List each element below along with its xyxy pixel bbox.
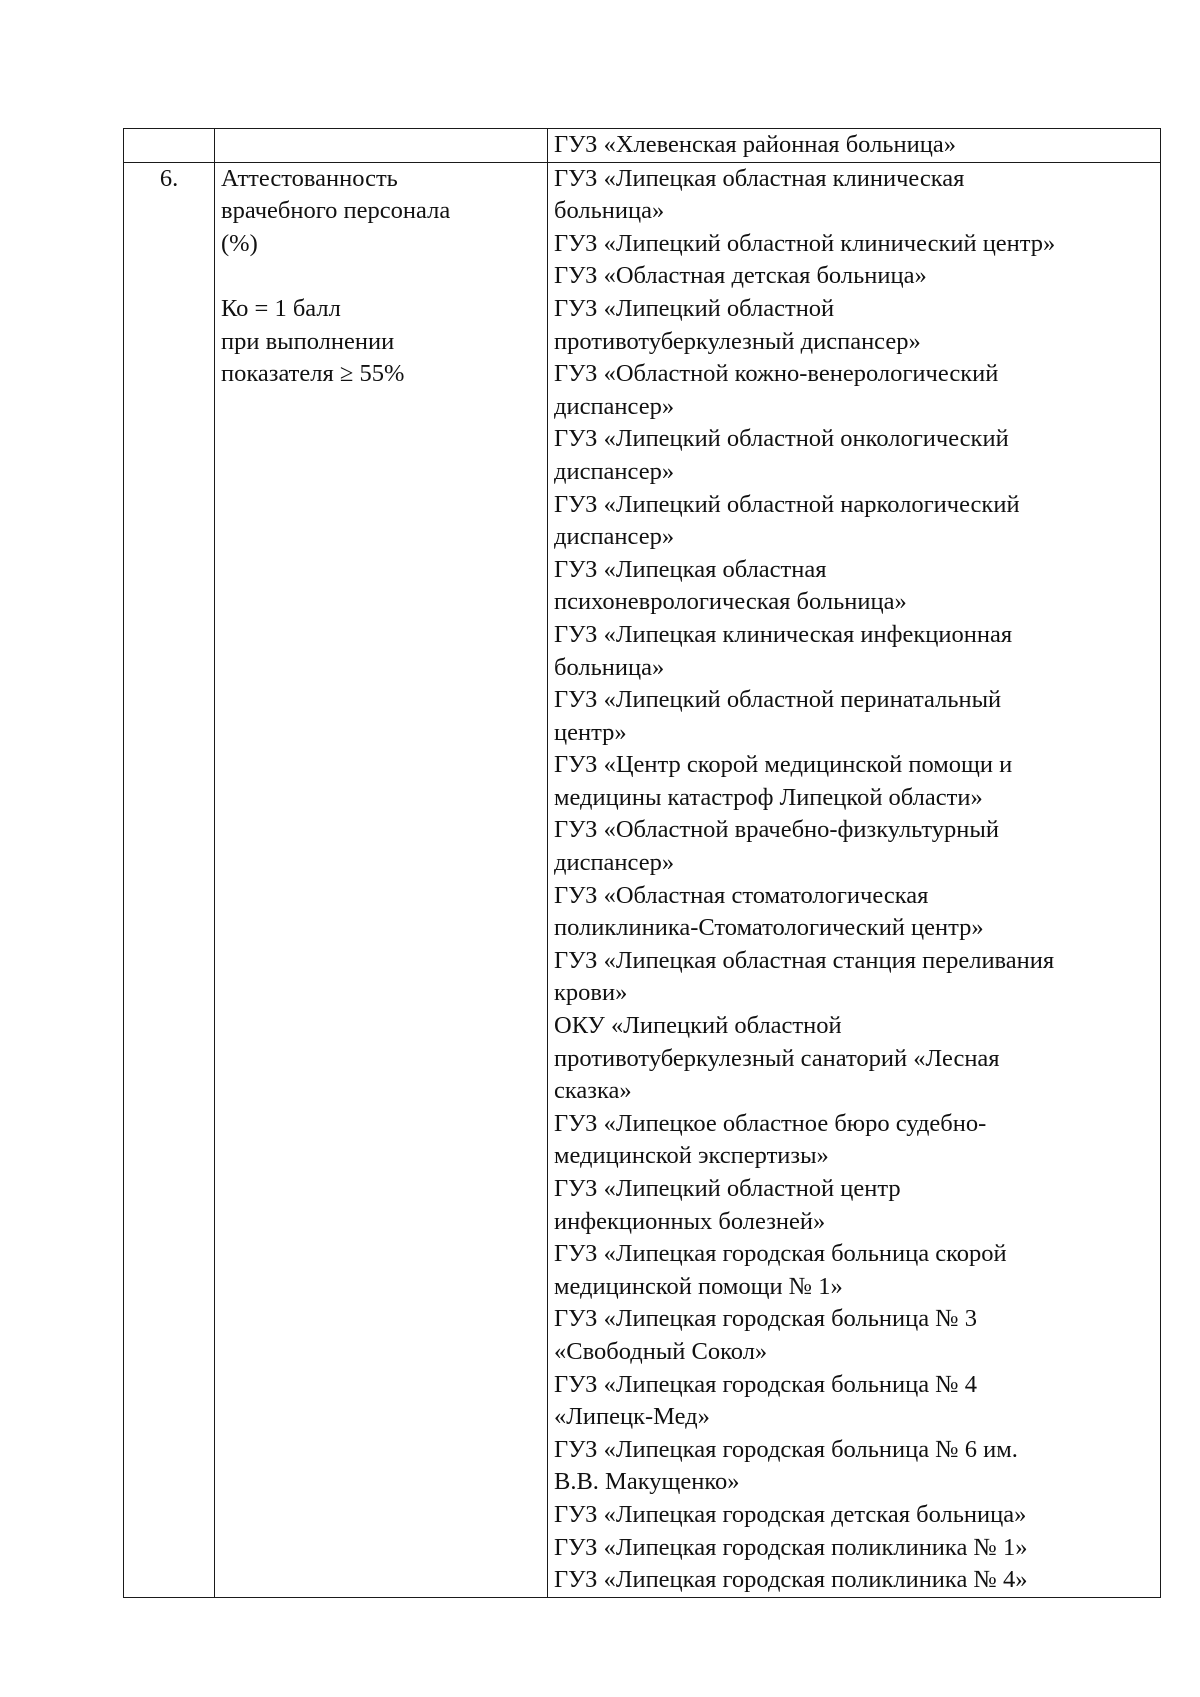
organization-line: ГУЗ «Липецкий областной [554,294,835,322]
organization-line: ГУЗ «Липецкая областная [554,555,827,583]
organization-line: ГУЗ «Липецкая городская больница № 4 [554,1370,977,1398]
organization-line: поликлиника-Стоматологический центр» [554,914,984,942]
organization-line: сказка» [554,1077,632,1105]
indicator-title [221,163,541,261]
indicator-cell [215,129,548,163]
organization-line: медицины катастроф Липецкой области» [554,783,983,811]
organization-line: ГУЗ «Липецкий областной наркологический [554,490,1020,518]
organization-line: больница» [554,197,665,225]
organization-line: ГУЗ «Липецкий областной перинатальный [554,686,1002,714]
indicator-title-line: Аттестованность [221,164,398,192]
indicator-cell [215,162,548,1597]
organization-line: ГУЗ «Липецкая городская больница скорой [554,1240,1007,1268]
indicator-spacer [221,260,541,293]
indicator-score-rule [221,293,541,391]
organization-line: ГУЗ «Областная детская больница» [554,262,927,290]
indicator-score-line: показателя ≥ 55% [221,360,405,388]
organization-line: ГУЗ «Областной врачебно-физкультурный [554,816,999,844]
organization-line: ГУЗ «Липецкая клиническая инфекционная [554,620,1013,648]
organization-line: больница» [554,653,665,681]
organization-line: противотуберкулезный санаторий «Лесная [554,1044,1000,1072]
organization-line: диспансер» [554,392,675,420]
table-row-continued [124,129,1161,163]
organization-line: ГУЗ «Липецкий областной онкологический [554,425,1009,453]
organization-line: ГУЗ «Липецкое областное бюро судебно- [554,1109,987,1137]
organization-line: ГУЗ «Липецкий областной клинический центр» [554,229,1056,257]
organization-line: ГУЗ «Липецкая городская поликлиника № 4» [554,1566,1028,1594]
organization-line: ГУЗ «Липецкая городская поликлиника № 1» [554,1533,1028,1561]
indicator-title-line: (%) [221,229,258,257]
organization-line: центр» [554,718,627,746]
organization-line: ГУЗ «Областной кожно-венерологический [554,360,999,388]
organization-line: диспансер» [554,523,675,551]
organization-line: крови» [554,979,628,1007]
organization-line: диспансер» [554,457,675,485]
organization-line: ГУЗ «Липецкая областная клиническая [554,164,965,192]
organization-line: противотуберкулезный диспансер» [554,327,921,355]
row-number-cell [124,129,215,163]
organization-line: медицинской экспертизы» [554,1142,829,1170]
indicator-title-line: врачебного персонала [221,197,451,225]
organization-list-cell [548,162,1161,1597]
indicators-table [123,128,1161,1598]
organization-line: ГУЗ «Липецкая областная станция переливания [554,946,1055,974]
organization-line: психоневрологическая больница» [554,588,907,616]
organization-line: В.В. Макущенко» [554,1468,740,1496]
indicator-score-line: Ко = 1 балл [221,294,341,322]
row-number-cell: 6. [124,162,215,1597]
organization-line: «Свободный Сокол» [554,1337,768,1365]
organization-line: медицинской помощи № 1» [554,1272,843,1300]
organization-line: ГУЗ «Липецкая городская больница № 6 им. [554,1435,1018,1463]
organization-line: ГУЗ «Центр скорой медицинской помощи и [554,751,1013,779]
organization-line: диспансер» [554,849,675,877]
organization-line: ГУЗ «Липецкая городская больница № 3 [554,1305,977,1333]
table-row-6 [124,162,1161,1597]
organization-line: «Липецк-Мед» [554,1403,710,1431]
indicator-score-line: при выполнении [221,327,395,355]
organization-cell: ГУЗ «Хлевенская районная больница» [548,129,1161,163]
organization-line: ГУЗ «Липецкая городская детская больница» [554,1500,1027,1528]
organization-line: ГУЗ «Областная стоматологическая [554,881,929,909]
organization-line: инфекционных болезней» [554,1207,826,1235]
organization-list [554,163,1154,1597]
organization-line: ОКУ «Липецкий областной [554,1012,842,1040]
organization-line: ГУЗ «Липецкий областной центр [554,1175,901,1202]
